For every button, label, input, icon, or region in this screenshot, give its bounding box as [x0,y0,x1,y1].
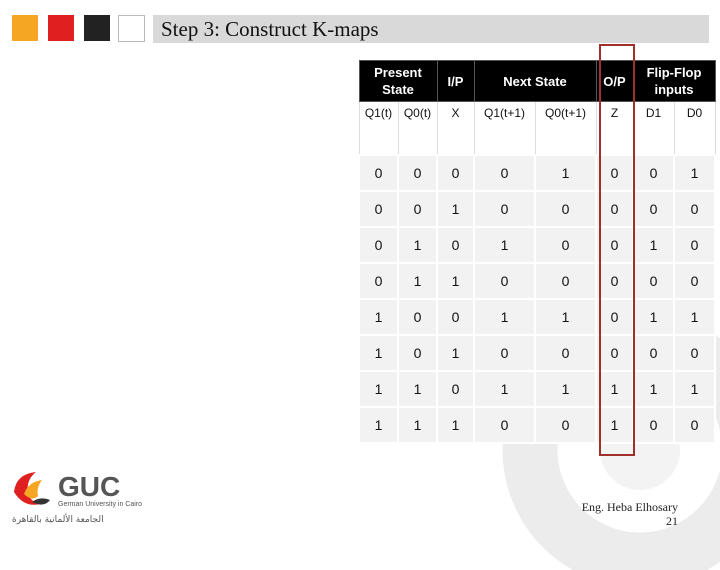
table-cell: 1 [437,263,474,299]
table-cell: 0 [535,191,596,227]
table-cell: 0 [633,407,674,443]
svg-text:GUC: GUC [58,471,121,502]
table-cell: 0 [596,335,633,371]
table-cell: 0 [398,299,437,335]
table-cell: 0 [633,155,674,191]
table-cell: 0 [674,263,715,299]
table-cell: 1 [398,371,437,407]
table-cell: 0 [596,227,633,263]
table-cell: 0 [674,335,715,371]
input-header: I/P [437,61,474,102]
table-cell: 1 [398,263,437,299]
table-cell: 1 [633,227,674,263]
table-cell: 0 [535,263,596,299]
table-cell: 0 [674,407,715,443]
table-cell: 1 [535,371,596,407]
title-bar [153,15,709,43]
table-cell: 1 [474,299,535,335]
subheader-cell: Z [596,102,633,156]
table-row [359,335,715,371]
table-cell: 1 [359,335,398,371]
table-row [359,371,715,407]
table-cell: 0 [596,263,633,299]
table-cell: 0 [535,227,596,263]
table-cell: 0 [474,407,535,443]
table-cell: 1 [359,371,398,407]
orange-square [12,15,38,41]
table-cell: 0 [596,155,633,191]
table-cell: 0 [474,191,535,227]
table-cell: 1 [535,299,596,335]
table-row [359,407,715,443]
flipflop-inputs-header: Flip-Flop inputs [633,61,715,102]
output-column-highlight [599,44,635,456]
table-cell: 1 [474,371,535,407]
subheader-cell: Q1(t+1) [474,102,535,156]
table-cell: 1 [437,191,474,227]
table-cell: 1 [437,407,474,443]
table-cell: 0 [398,155,437,191]
present-state-header: Present State [359,61,437,102]
table-cell: 0 [437,371,474,407]
red-square [48,15,74,41]
table-row [359,299,715,335]
subheader-cell: Q0(t+1) [535,102,596,156]
table-row [359,191,715,227]
table-cell: 1 [474,227,535,263]
table-cell: 0 [535,407,596,443]
table-row [359,263,715,299]
subheader-cell: Q1(t) [359,102,398,156]
svg-text:الجامعة الألمانية بالقاهرة: الجامعة الألمانية بالقاهرة [12,515,104,525]
slide-title: Step 3: Construct K-maps [161,17,379,41]
table-cell: 1 [398,407,437,443]
table-cell: 0 [398,335,437,371]
state-table [358,60,716,444]
subheader-cell: D0 [674,102,715,156]
table-cell: 0 [359,263,398,299]
table-cell: 0 [359,227,398,263]
table-cell: 0 [398,191,437,227]
table-cell: 0 [437,299,474,335]
subheader-cell: X [437,102,474,156]
table-cell: 1 [359,299,398,335]
table-cell: 0 [474,263,535,299]
subheader-row [359,102,715,156]
table-row [359,227,715,263]
subheader-cell: Q0(t) [398,102,437,156]
table-cell: 1 [596,371,633,407]
table-cell: 0 [674,227,715,263]
table-cell: 1 [674,299,715,335]
table-cell: 0 [633,191,674,227]
table-cell: 0 [674,191,715,227]
table-cell: 1 [398,227,437,263]
table-cell: 0 [359,155,398,191]
table-cell: 1 [535,155,596,191]
black-square [84,15,110,41]
guc-logo [10,462,150,528]
table-cell: 0 [474,335,535,371]
table-cell: 0 [633,335,674,371]
table-cell: 0 [535,335,596,371]
footer [582,500,678,528]
subheader-cell: D1 [633,102,674,156]
output-header: O/P [596,61,633,102]
table-cell: 1 [674,371,715,407]
group-header-row [359,61,715,102]
table-row [359,155,715,191]
table-cell: 1 [596,407,633,443]
page-number: 21 [666,514,678,528]
author-name: Eng. Heba Elhosary [581,500,678,514]
next-state-header: Next State [474,61,596,102]
white-square [118,15,145,42]
table-cell: 0 [633,263,674,299]
svg-text:German University in Cairo: German University in Cairo [58,501,143,508]
table-cell: 1 [437,335,474,371]
table-cell: 0 [474,155,535,191]
table-cell: 0 [359,191,398,227]
table-cell: 1 [674,155,715,191]
table-cell: 1 [359,407,398,443]
table-cell: 0 [437,155,474,191]
table-cell: 1 [633,371,674,407]
table-cell: 1 [633,299,674,335]
table-cell: 0 [596,299,633,335]
table-cell: 0 [596,191,633,227]
table-cell: 0 [437,227,474,263]
